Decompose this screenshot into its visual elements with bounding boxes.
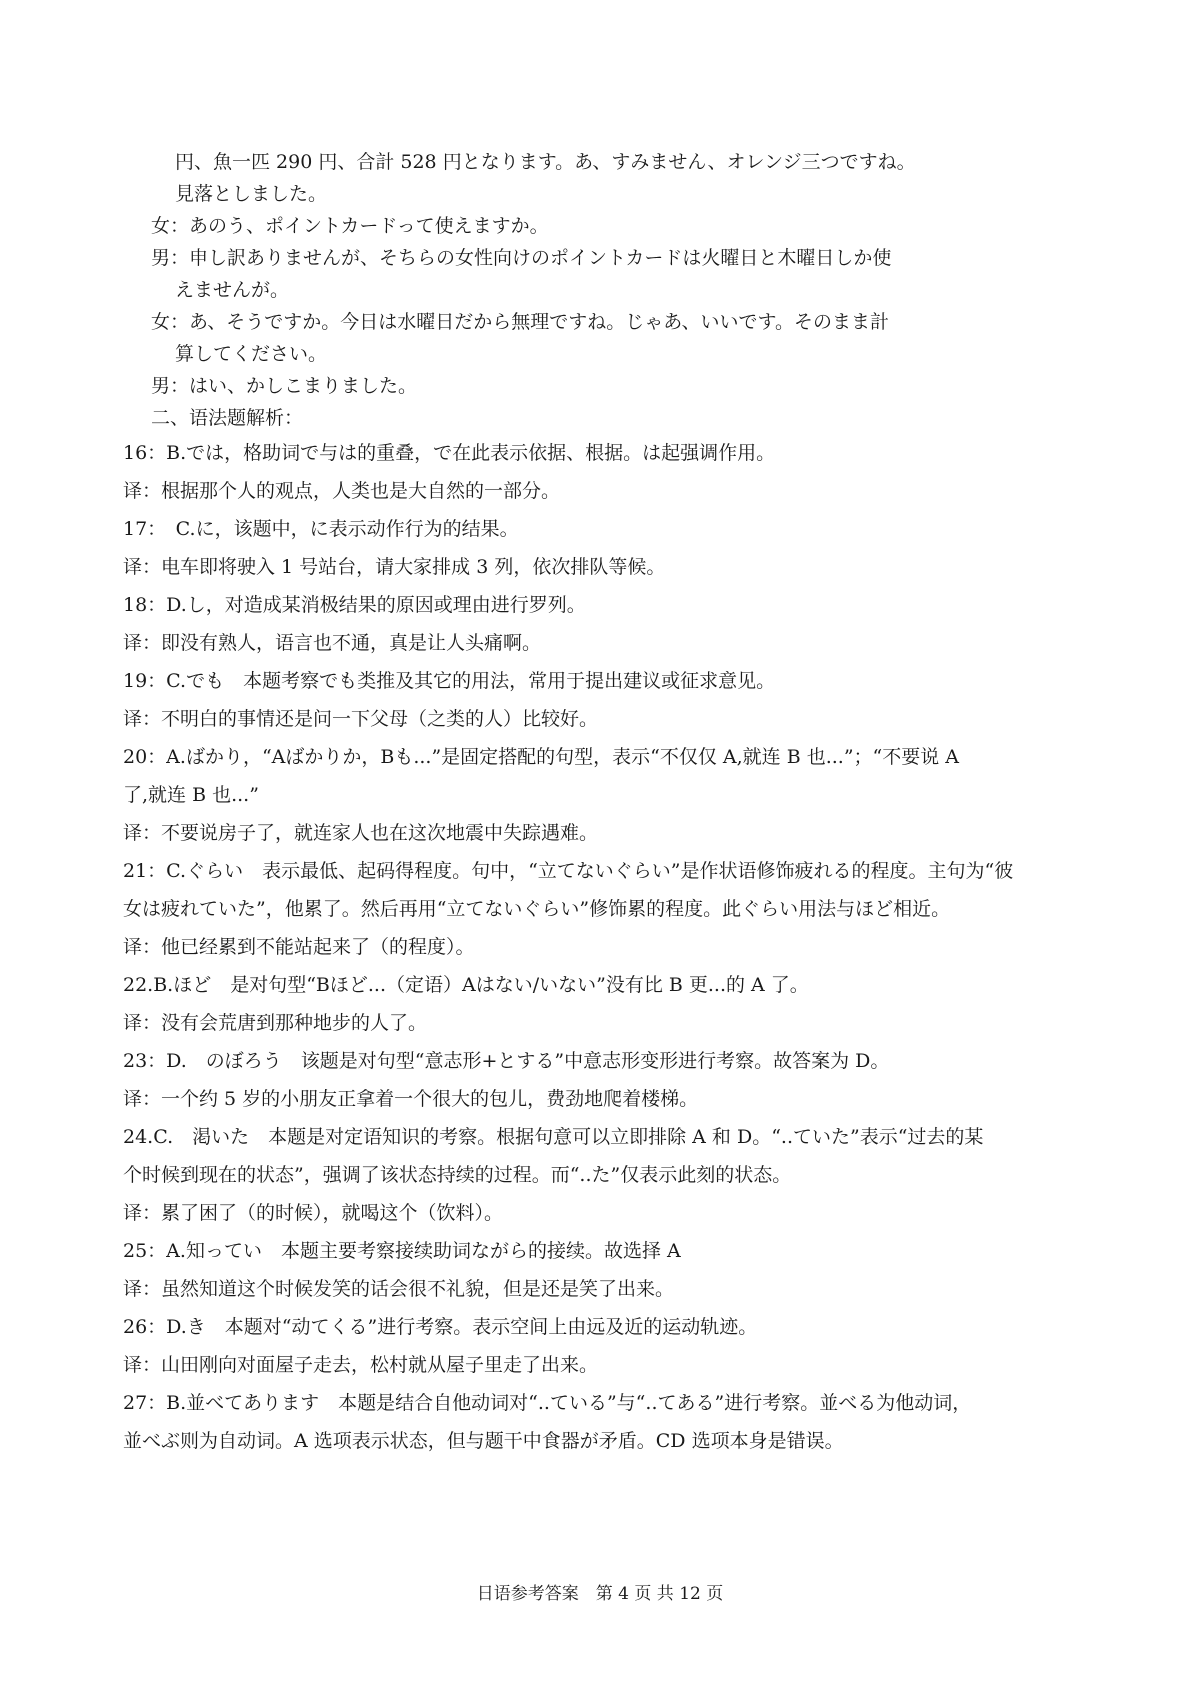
dialogue-line: 見落としました。 xyxy=(175,183,328,205)
dialogue-line: えませんが。 xyxy=(175,279,290,301)
dialogue-line: 女：あのう、ポイントカードって使えますか。 xyxy=(151,215,549,237)
listening-dialogue xyxy=(123,146,1103,434)
dialogue-line: 円、魚一匹 290 円、合計 528 円となります。あ、すみません、オレンジ三つですね。 xyxy=(175,151,916,173)
analysis-line: 21：C.ぐらい 表示最低、起码得程度。句中，“立てないぐらい”是作状语修饰疲れる的程度。主句为“彼 xyxy=(123,860,1014,882)
analysis-line: 译：没有会荒唐到那种地步的人了。 xyxy=(123,1012,428,1034)
analysis-line: 译：他已经累到不能站起来了（的程度）。 xyxy=(123,936,475,958)
page-footer: 日语参考答案 第 4 页 共 12 页 xyxy=(476,1584,724,1604)
analysis-line: 17： C.に，该题中，に表示动作行为的结果。 xyxy=(123,518,519,540)
analysis-line: 译：累了困了（的时候），就喝这个（饮料）。 xyxy=(123,1202,504,1224)
analysis-line: 译：即没有熟人，语言也不通，真是让人头痛啊。 xyxy=(123,632,542,654)
analysis-line: 译：山田刚向对面屋子走去，松村就从屋子里走了出来。 xyxy=(123,1354,599,1376)
analysis-line: 22.B.ほど 是对句型“Bほど...（定语）Aはない/いない”没有比 B 更...的 A 了。 xyxy=(123,974,809,996)
dialogue-line: 二、语法题解析： xyxy=(151,407,304,429)
analysis-line: 19：C.でも 本题考察でも类推及其它的用法，常用于提出建议或征求意见。 xyxy=(123,670,776,692)
dialogue-line: 算してください。 xyxy=(175,343,328,365)
dialogue-line: 男：申し訳ありませんが、そちらの女性向けのポイントカードは火曜日と木曜日しか使 xyxy=(151,247,892,269)
analysis-line: 译：不明白的事情还是问一下父母（之类的人）比较好。 xyxy=(123,708,599,730)
analysis-line: 16：B.では，格助词で与は的重叠，で在此表示依据、根据。は起强调作用。 xyxy=(123,442,776,464)
analysis-line: 25：A.知ってい 本题主要考察接续助词ながら的接续。故选择 A xyxy=(123,1240,681,1262)
analysis-line: 並べぶ则为自动词。A 选项表示状态，但与题干中食器が矛盾。CD 选项本身是错误。 xyxy=(123,1430,844,1452)
analysis-line: 23：D. のぼろう 该题是对句型“意志形+とする”中意志形变形进行考察。故答案为 D。 xyxy=(123,1050,890,1072)
analysis-line: 译：虽然知道这个时候发笑的话会很不礼貌，但是还是笑了出来。 xyxy=(123,1278,675,1300)
analysis-line: 了,就连 B 也...” xyxy=(123,784,259,806)
grammar-analysis xyxy=(123,434,1103,1460)
analysis-line: 24.C. 渇いた 本题是对定语知识的考察。根据句意可以立即排除 A 和 D。“..ていた”表示“过去的某 xyxy=(123,1126,984,1148)
dialogue-line: 女：あ、そうですか。今日は水曜日だから無理ですね。じゃあ、いいです。そのまま計 xyxy=(151,311,889,333)
analysis-line: 译：电车即将驶入 1 号站台，请大家排成 3 列，依次排队等候。 xyxy=(123,556,666,578)
analysis-line: 个时候到现在的状态”，强调了该状态持续的过程。而“..た”仅表示此刻的状态。 xyxy=(123,1164,792,1186)
dialogue-line: 男：はい、かしこまりました。 xyxy=(151,375,418,397)
analysis-line: 18：D.し，对造成某消极结果的原因或理由进行罗列。 xyxy=(123,594,586,616)
analysis-line: 女は疲れていた”，他累了。然后再用“立てないぐらい”修饰累的程度。此ぐらい用法与ほど相近。 xyxy=(123,898,951,920)
analysis-line: 译：一个约 5 岁的小朋友正拿着一个很大的包儿，费劲地爬着楼梯。 xyxy=(123,1088,699,1110)
analysis-line: 27：B.並べてあります 本题是结合自他动词对“..ている”与“..てある”进行考察。並べる为他动词， xyxy=(123,1392,972,1414)
analysis-line: 译：不要说房子了，就连家人也在这次地震中失踪遇难。 xyxy=(123,822,599,844)
analysis-line: 译：根据那个人的观点，人类也是大自然的一部分。 xyxy=(123,480,561,502)
analysis-line: 20：A.ばかり，“Aばかりか，Bも...”是固定搭配的句型，表示“不仅仅 A,就连 B 也...”；“不要说 A xyxy=(123,746,960,768)
analysis-line: 26：D.き 本题对“动てくる”进行考察。表示空间上由远及近的运动轨迹。 xyxy=(123,1316,758,1338)
page-content xyxy=(123,146,1103,1460)
